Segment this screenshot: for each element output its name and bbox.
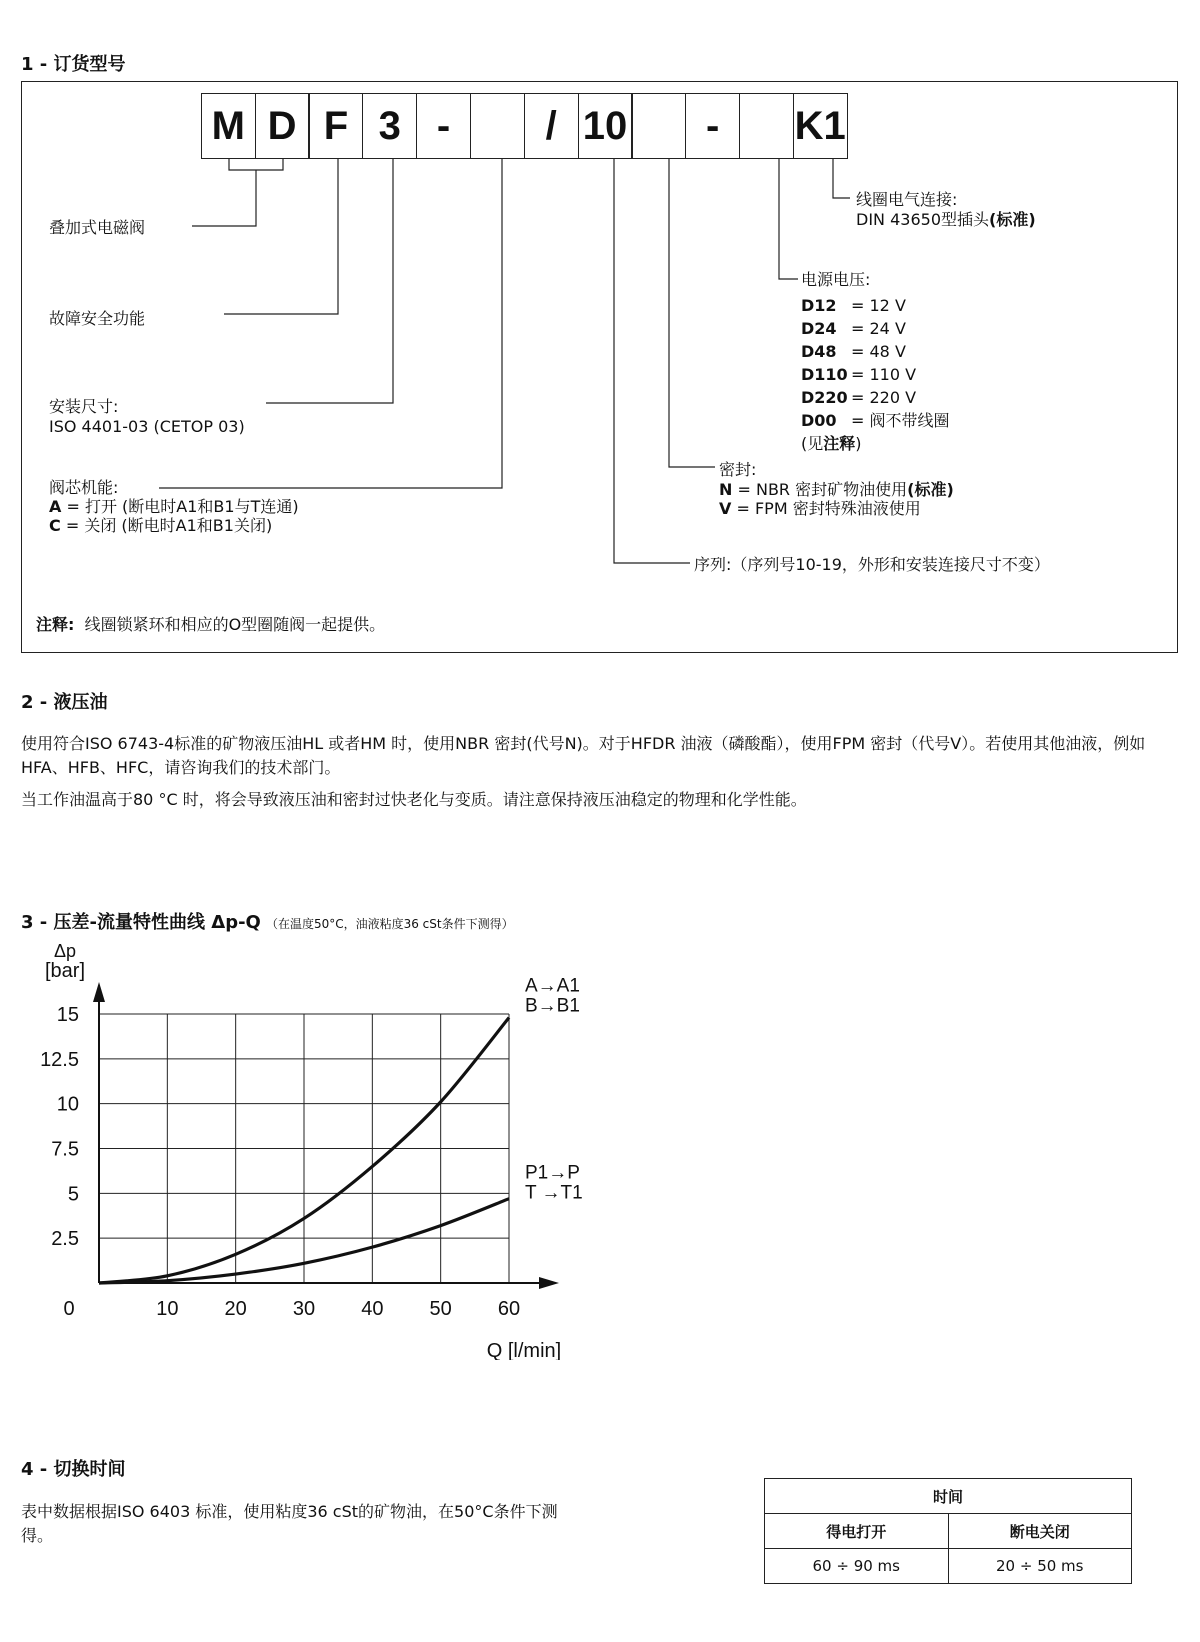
series-label: T →T1 <box>525 1182 583 1204</box>
label-seal-v: V = FPM 密封特殊油液使用 <box>719 499 921 518</box>
x-tick-label: 60 <box>497 1298 521 1320</box>
x-axis-label: Q [l/min] <box>486 1340 562 1360</box>
code-cell: 10 <box>578 93 633 159</box>
code-cell: M <box>201 93 256 159</box>
dp-q-chart <box>20 940 620 1360</box>
code-cell: K1 <box>793 93 848 159</box>
x-tick-label: 10 <box>156 1298 179 1320</box>
y-tick-label: 15 <box>56 1004 79 1026</box>
label-voltage-title: 电源电压: <box>801 270 871 289</box>
x-tick-label: 50 <box>429 1298 452 1320</box>
switching-time-table <box>764 1478 1132 1584</box>
voltage-item <box>801 319 950 342</box>
voltage-value: = 220 V <box>851 388 917 407</box>
voltage-value: = 110 V <box>851 365 917 384</box>
section-3-title: 3 - 压差-流量特性曲线 Δp-Q <box>21 912 261 933</box>
section-4-title: 4 - 切换时间 <box>21 1459 126 1480</box>
voltage-item <box>801 342 950 365</box>
series-label: A→A1 <box>525 975 580 997</box>
table-val-deenergize: 20 ÷ 50 ms <box>948 1549 1132 1584</box>
voltage-item <box>801 411 950 434</box>
y-tick-label: 2.5 <box>51 1228 79 1251</box>
table-col-energize: 得电打开 <box>765 1514 949 1549</box>
y-tick-label: 10 <box>56 1093 79 1116</box>
voltage-value: = 阀不带线圈 <box>851 411 950 430</box>
switching-intro: 表中数据根据ISO 6403 标准，使用粘度36 cSt的矿物油，在50°C条件下测得。 <box>21 1502 558 1545</box>
fluid-paragraph-1: 使用符合ISO 6743-4标准的矿物液压油HL 或者HM 时，使用NBR 密封(代号N)。对于HFDR 油液（磷酸酯），使用FPM 密封（代号V）。若使用其他油液，例如HFA、HFB、HFC，请咨询我们的技术部门。 <box>21 734 1146 777</box>
x-tick-label: 30 <box>292 1298 316 1320</box>
y-axis-label-symbol: Δp <box>53 941 77 961</box>
label-coil-value: DIN 43650型插头(标准) <box>856 210 1036 229</box>
y-tick-label: 5 <box>67 1183 79 1206</box>
section-1-title: 1 - 订货型号 <box>21 54 126 75</box>
label-spool-a: A = 打开 (断电时A1和B1与T连通) <box>49 497 299 516</box>
voltage-value: = 12 V <box>851 296 906 315</box>
code-cell: F <box>308 93 363 159</box>
label-coil-title: 线圈电气连接: <box>856 190 958 209</box>
voltage-code: D12 <box>801 296 837 315</box>
code-cell: / <box>524 93 579 159</box>
label-voltage-note: (见注释) <box>801 434 862 453</box>
voltage-item <box>801 365 950 388</box>
order-note: 注释: 线圈锁紧环和相应的O型圈随阀一起提供。 <box>36 615 386 634</box>
x-tick-label: 20 <box>224 1298 247 1320</box>
y-axis-arrow <box>93 982 105 1002</box>
voltage-code: D110 <box>801 365 848 384</box>
code-cell: - <box>416 93 471 159</box>
section-3-heading <box>21 908 514 934</box>
voltage-value: = 24 V <box>851 319 906 338</box>
series-label: P1→P <box>525 1162 580 1184</box>
label-size-title: 安装尺寸: <box>49 397 119 416</box>
table-col-deenergize: 断电关闭 <box>948 1514 1132 1549</box>
x-tick-label: 40 <box>361 1298 384 1320</box>
table-val-energize: 60 ÷ 90 ms <box>765 1549 949 1584</box>
x-tick-label: 0 <box>63 1298 75 1320</box>
y-tick-label: 7.5 <box>51 1138 79 1161</box>
code-cell: D <box>255 93 310 159</box>
voltage-code: D48 <box>801 342 837 361</box>
label-valve: 叠加式电磁阀 <box>49 218 146 237</box>
voltage-code: D24 <box>801 319 837 338</box>
voltage-item <box>801 388 950 411</box>
table-title: 时间 <box>765 1479 1132 1514</box>
series-label: B→B1 <box>525 995 580 1017</box>
label-series: 序列:（序列号10-19，外形和安装连接尺寸不变） <box>694 555 1050 574</box>
section-2-title: 2 - 液压油 <box>21 692 108 713</box>
label-spool-title: 阀芯机能: <box>49 478 119 497</box>
fluid-paragraph-2: 当工作油温高于80 °C 时，将会导致液压油和密封过快老化与变质。请注意保持液压油稳定的物理和化学性能。 <box>21 790 807 809</box>
voltage-item <box>801 296 950 319</box>
x-axis-arrow <box>539 1277 559 1289</box>
voltage-list <box>801 296 950 434</box>
voltage-code: D00 <box>801 411 837 430</box>
label-spool-c: C = 关闭 (断电时A1和B1关闭) <box>49 516 273 535</box>
label-seal-title: 密封: <box>719 460 757 479</box>
y-tick-label: 12.5 <box>40 1048 79 1071</box>
voltage-value: = 48 V <box>851 342 906 361</box>
section-3-condition: （在温度50°C，油液粘度36 cSt条件下测得） <box>265 917 514 931</box>
voltage-code: D220 <box>801 388 848 407</box>
y-axis-label: [bar] <box>44 960 86 982</box>
code-cell: 3 <box>362 93 417 159</box>
label-seal-n: N = NBR 密封矿物油使用(标准) <box>719 480 954 499</box>
label-failsafe: 故障安全功能 <box>49 309 146 328</box>
code-cell: - <box>685 93 740 159</box>
label-size-value: ISO 4401-03 (CETOP 03) <box>49 417 245 436</box>
